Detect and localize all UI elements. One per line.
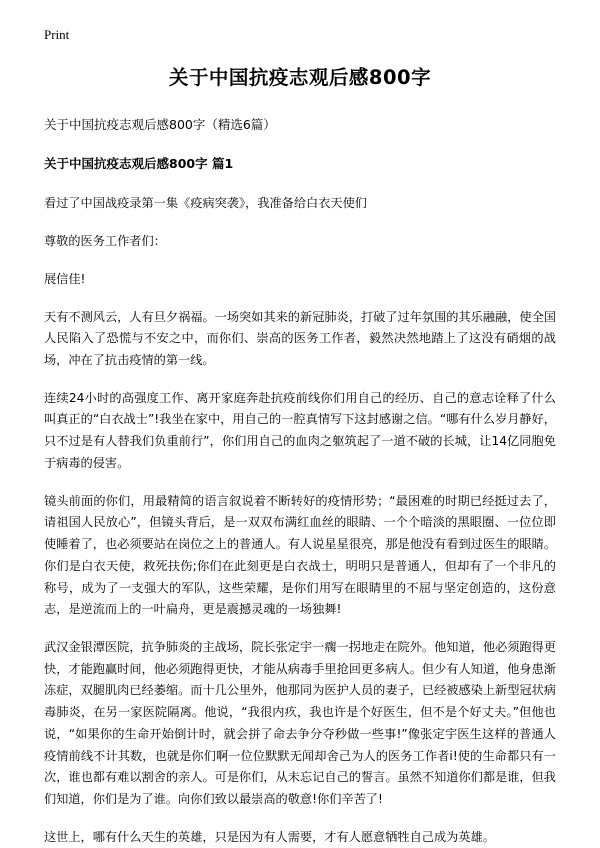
paragraph: 镜头前面的你们，用最精简的语言叙说着不断转好的疫情形势；“最困难的时期已经挺过去了，请祖国人民放心”，但镜头背后，是一双双布满红血丝的眼睛、一个个暗淡的黑眼圈、一位位即使睡着了，也必须要站在岗位之上的普通人。有人说星星很亮，那是他没有看到过医生的眼睛。你们是白衣天使，救死扶伤;你们在此刻更是白衣战士，明明只是普通人，但却有了一个非凡的称号，成为了一支强大的军队，这些荣耀，是你们用写在眼睛里的不屈与坚定创造的，这份意志，是逆流而上的一叶扁舟，更是震撼灵魂的一场独舞!	[44, 493, 556, 617]
page-title: 关于中国抗疫志观后感800字	[168, 65, 432, 89]
paragraph: 看过了中国战疫录第一集《疫病突袭》，我准备给白衣天使们	[44, 196, 367, 211]
paragraph: 展信佳!	[44, 271, 86, 286]
paragraph: 天有不测风云，人有旦夕祸福。一场突如其来的新冠肺炎，打破了过年氛围的其乐融融，使全国人民陷入了恐慌与不安之中，而你们、崇高的医务工作者，毅然决然地踏上了这没有硝烟的战场，冲在了抗击疫情的第一线。	[44, 309, 556, 368]
paragraph: 连续24小时的高强度工作、离开家庭奔赴抗疫前线你们用自己的经历、自己的意志诠释了什么叫真正的“白衣战士”!我坐在家中，用自己的一腔真情写下这封感谢之信。“哪有什么岁月静好，只不过是有人替我们负重前行”，你们用自己的血肉之躯筑起了一道不破的长城，让14亿同胞免于病毒的侵害。	[44, 390, 556, 470]
document-subtitle: 关于中国抗疫志观后感800字（精选6篇）	[44, 116, 276, 132]
paragraph: 尊敬的医务工作者们：	[44, 234, 166, 249]
paragraph: 这世上，哪有什么天生的英雄，只是因为有人需要，才有人愿意牺牲自己成为英雄。	[44, 829, 495, 844]
section-heading: 关于中国抗疫志观后感800字 篇1	[44, 155, 234, 171]
paragraph: 武汉金银潭医院，抗争肺炎的主战场，院长张定宇一瘸一拐地走在院外。他知道，他必须跑得更快，才能跑赢时间，他必须跑得更快，才能从病毒手里抢回更多病人。但少有人知道，他身患渐冻症，双腿肌肉已经萎缩。而十几公里外，他那同为医护人员的妻子，已经被感染上新型冠状病毒肺炎，在另一家医院隔离。他说，“我很内疚，我也许是个好医生，但不是个好丈夫。”但他也说，“如果你的生命开始倒计时，就会拼了命去争分夺秒做一些事!”像张定宇医生这样的普通人疫情前线不计其数，也就是你们啊一位位默默无闻却舍己为人的医务工作者i!使的生命都只有一次，谁也都有难以割舍的亲人。可是你们，从未忘记自己的誓言。虽然不知道你们都是谁，但我们知道，你们是为了谁。向你们致以最崇高的敬意!你们辛苦了!	[44, 639, 556, 806]
print-button[interactable]: Print	[44, 27, 70, 42]
